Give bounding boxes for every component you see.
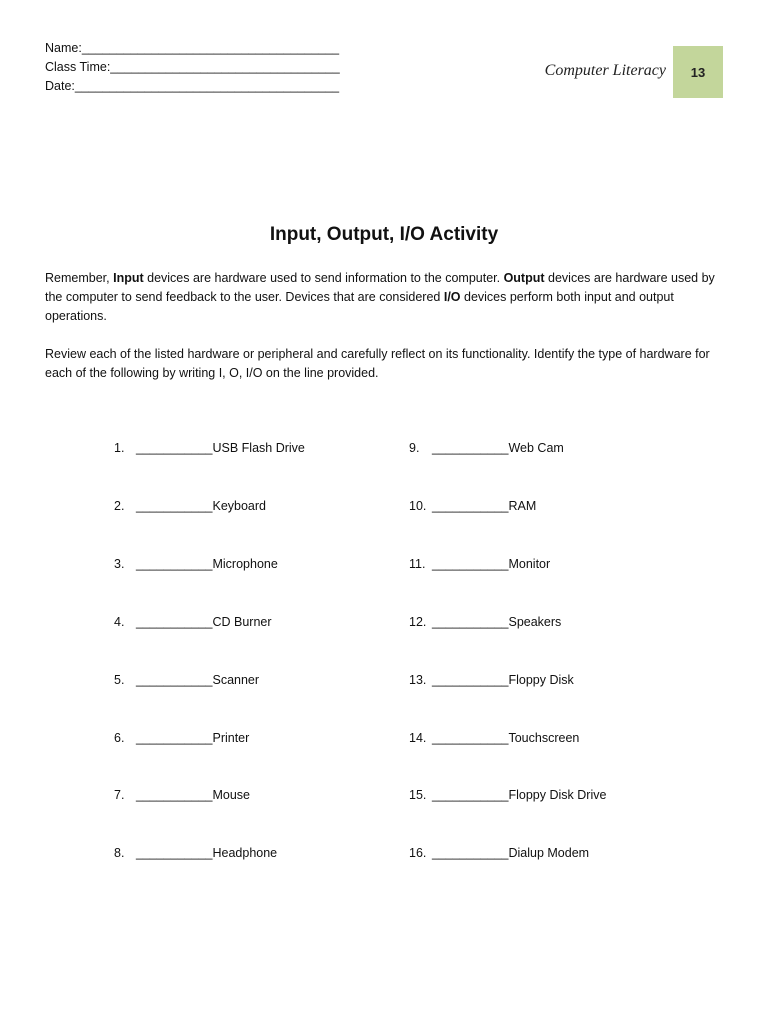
student-info-fields: [45, 39, 340, 96]
quiz-item: [114, 788, 250, 802]
item-label: Printer: [212, 731, 250, 745]
item-number: 14.: [409, 731, 427, 745]
answer-blank[interactable]: ___________: [136, 615, 213, 629]
answer-blank[interactable]: ___________: [136, 731, 213, 745]
page-number-badge: 13: [673, 46, 723, 98]
item-label: Mouse: [212, 788, 251, 802]
answer-blank[interactable]: ___________: [432, 846, 509, 860]
item-number: 3.: [114, 557, 125, 571]
answer-blank[interactable]: ___________: [136, 788, 213, 802]
intro-text: Remember,: [45, 271, 114, 285]
item-label: Headphone: [212, 846, 278, 860]
item-label: Floppy Disk: [508, 673, 574, 687]
item-label: Touchscreen: [508, 731, 580, 745]
item-number: 13.: [409, 673, 427, 687]
item-label: RAM: [508, 499, 537, 513]
intro-paragraph: [45, 269, 725, 326]
item-number: 11.: [409, 557, 426, 571]
item-number: 16.: [409, 846, 427, 860]
quiz-item: [114, 441, 305, 455]
item-number: 8.: [114, 846, 125, 860]
item-number: 5.: [114, 673, 125, 687]
answer-blank[interactable]: ___________: [432, 615, 509, 629]
quiz-item: [409, 673, 574, 687]
item-number: 6.: [114, 731, 125, 745]
item-label: Scanner: [212, 673, 260, 687]
item-number: 7.: [114, 788, 125, 802]
item-label: Floppy Disk Drive: [508, 788, 607, 802]
output-term: Output: [503, 271, 545, 285]
item-label: Speakers: [508, 615, 562, 629]
input-term: Input: [113, 271, 144, 285]
quiz-item: [409, 731, 579, 745]
item-label: CD Burner: [212, 615, 272, 629]
answer-blank[interactable]: ___________: [136, 499, 213, 513]
instructions-paragraph: Review each of the listed hardware or peripheral and carefully reflect on its functionality. Identify the type of hardware for each of the following by writing I, O, I/O on the line provided.: [45, 347, 710, 380]
answer-blank[interactable]: ___________: [432, 673, 509, 687]
course-title: Computer Literacy: [544, 62, 666, 79]
activity-title: Input, Output, I/O Activity: [269, 224, 499, 245]
item-label: Microphone: [212, 557, 278, 571]
intro-text: devices perform both input and output operations.: [45, 290, 674, 323]
quiz-item: [409, 846, 589, 860]
answer-blank[interactable]: ___________: [136, 557, 213, 571]
quiz-item: [114, 499, 266, 513]
answer-blank[interactable]: ___________: [432, 441, 509, 455]
intro-text: devices are hardware used by the computer to send feedback to the user. Devices that are considered: [45, 271, 715, 304]
answer-blank[interactable]: ___________: [432, 788, 509, 802]
class-time-field[interactable]: Class Time:_________________________________: [45, 60, 340, 74]
intro-text: devices are hardware used to send information to the computer.: [143, 271, 504, 285]
item-number: 15.: [409, 788, 427, 802]
quiz-item: [114, 731, 249, 745]
quiz-item: [114, 846, 277, 860]
answer-blank[interactable]: ___________: [432, 499, 509, 513]
quiz-item: [409, 499, 536, 513]
quiz-item: [114, 557, 278, 571]
item-label: Dialup Modem: [508, 846, 590, 860]
item-number: 4.: [114, 615, 125, 629]
answer-blank[interactable]: ___________: [432, 731, 509, 745]
quiz-item: [409, 788, 606, 802]
item-number: 12.: [409, 615, 427, 629]
name-field[interactable]: Name:_____________________________________: [45, 41, 340, 55]
quiz-item: [409, 557, 550, 571]
answer-blank[interactable]: ___________: [136, 673, 213, 687]
item-label: Web Cam: [508, 441, 564, 455]
quiz-item: [409, 615, 561, 629]
item-number: 2.: [114, 499, 125, 513]
item-number: 1.: [114, 441, 125, 455]
answer-blank[interactable]: ___________: [136, 441, 213, 455]
item-number: 10.: [409, 499, 427, 513]
item-label: Monitor: [508, 557, 551, 571]
item-label: Keyboard: [212, 499, 266, 513]
date-field[interactable]: Date:______________________________________: [45, 79, 340, 93]
item-number: 9.: [409, 441, 420, 455]
quiz-item: [409, 441, 564, 455]
answer-blank[interactable]: ___________: [136, 846, 213, 860]
quiz-item: [114, 615, 272, 629]
answer-blank[interactable]: ___________: [432, 557, 509, 571]
quiz-item: [114, 673, 259, 687]
io-term: I/O: [443, 290, 461, 304]
item-label: USB Flash Drive: [212, 441, 305, 455]
